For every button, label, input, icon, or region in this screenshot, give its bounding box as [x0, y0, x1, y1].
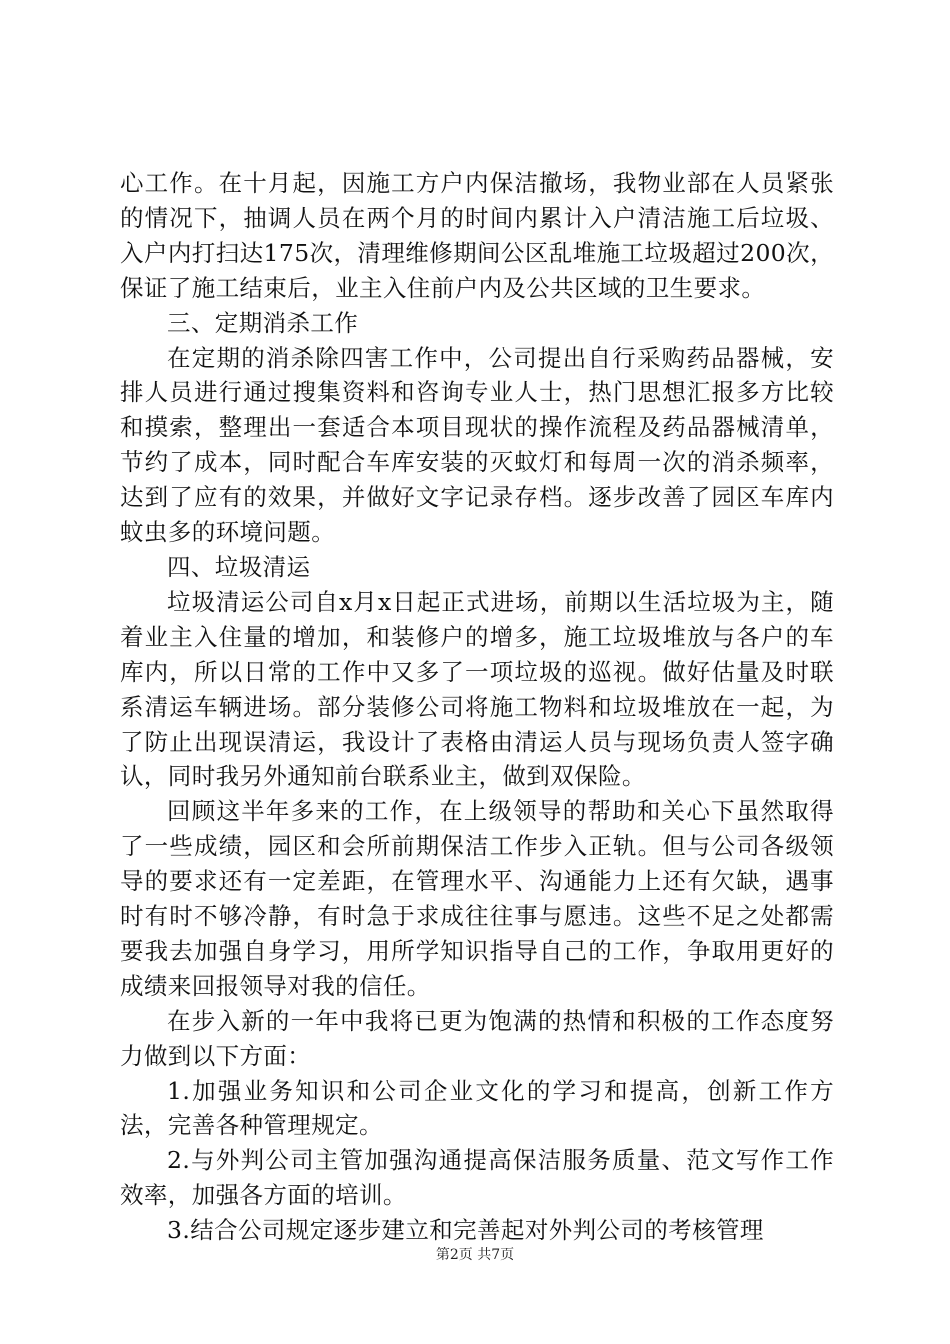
plan-item-2: 2.与外判公司主管加强沟通提高保洁服务质量、范文写作工作效率，加强各方面的培训。 — [120, 1146, 834, 1210]
page-footer — [0, 1244, 950, 1264]
paragraph-new-year-plan: 在步入新的一年中我将已更为饱满的热情和积极的工作态度努力做到以下方面： — [120, 1006, 834, 1070]
section-heading-pest-control: 三、定期消杀工作 — [167, 308, 359, 337]
plan-item-3: 3.结合公司规定逐步建立和完善起对外判公司的考核管理 — [167, 1216, 764, 1245]
document-body — [120, 166, 834, 1248]
paragraph-garbage-removal: 垃圾清运公司自x月x日起正式进场，前期以生活垃圾为主，随着业主入住量的增加，和装修户的增多，施工垃圾堆放与各户的车库内，所以日常的工作中又多了一项垃圾的巡视。做好估量及时联系清运车辆进场。部分装修公司将施工物料和垃圾堆放在一起，为了防止出现误清运，我设计了表格由清运人员与现场负责人签字确认，同时我另外通知前台联系业主，做到双保险。 — [120, 587, 834, 791]
paragraph-pest-control: 在定期的消杀除四害工作中，公司提出自行采购药品器械，安排人员进行通过搜集资料和咨询专业人士，热门思想汇报多方比较和摸索，整理出一套适合本项目现状的操作流程及药品器械清单，节约了成本，同时配合车库安装的灭蚊灯和每周一次的消杀频率，达到了应有的效果，并做好文字记录存档。逐步改善了园区车库内蚊虫多的环境问题。 — [120, 343, 834, 547]
paragraph-continuation: 心工作。在十月起，因施工方户内保洁撤场，我物业部在人员紧张的情况下，抽调人员在两个月的时间内累计入户清洁施工后垃圾、入户内打扫达175次，清理维修期间公区乱堆施工垃圾超过200次，保证了施工结束后，业主入住前户内及公共区域的卫生要求。 — [120, 169, 834, 302]
plan-item-1: 1.加强业务知识和公司企业文化的学习和提高，创新工作方法，完善各种管理规定。 — [120, 1076, 834, 1140]
page-number: 第2页 共7页 — [435, 1247, 515, 1263]
paragraph-review: 回顾这半年多来的工作，在上级领导的帮助和关心下虽然取得了一些成绩，园区和会所前期保洁工作步入正轨。但与公司各级领导的要求还有一定差距，在管理水平、沟通能力上还有欠缺，遇事时有时不够冷静，有时急于求成往往事与愿违。这些不足之处都需要我去加强自身学习，用所学知识指导自己的工作，争取用更好的成绩来回报领导对我的信任。 — [120, 797, 834, 1000]
section-heading-garbage-removal: 四、垃圾清运 — [167, 552, 311, 581]
